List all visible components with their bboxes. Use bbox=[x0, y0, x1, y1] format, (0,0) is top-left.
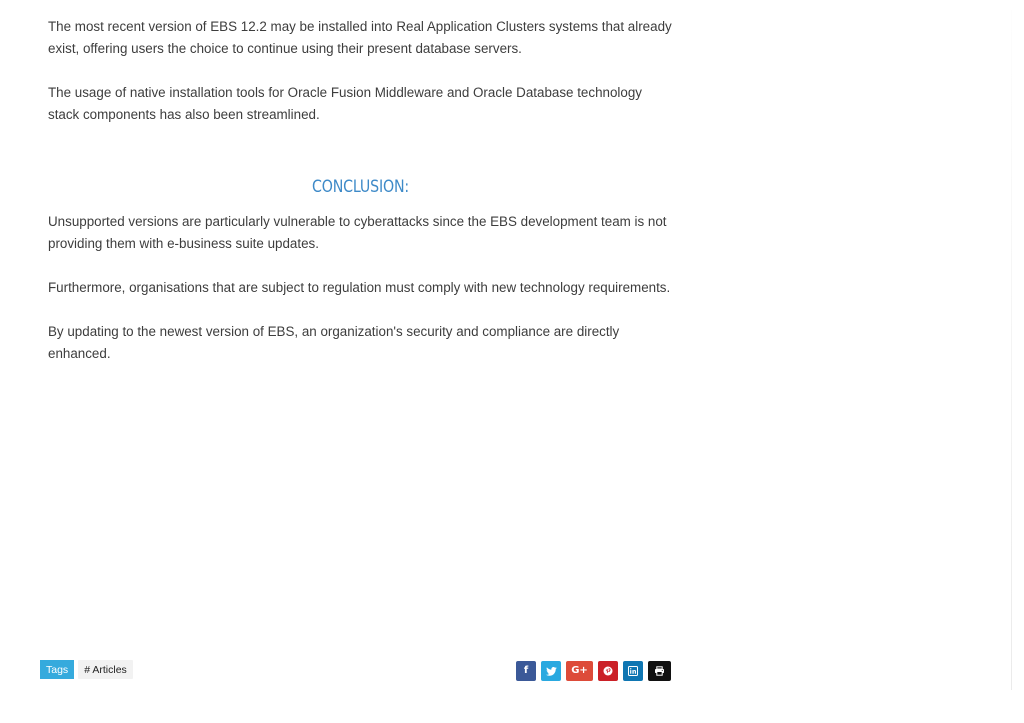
article-paragraph: Unsupported versions are particularly vulnerable to cyberattacks since the EBS development team is not providing them with e-business suite updates. bbox=[48, 214, 667, 251]
article-paragraph: By updating to the newest version of EBS, an organization's security and compliance are directly enhanced. bbox=[48, 324, 620, 361]
facebook-icon: f bbox=[523, 665, 529, 676]
pinterest-share-button[interactable] bbox=[598, 661, 618, 681]
article-paragraph: Furthermore, organisations that are subject to regulation must comply with new technology requirements. bbox=[48, 280, 671, 295]
tags-label: Tags bbox=[40, 660, 74, 679]
linkedin-share-button[interactable] bbox=[623, 661, 643, 681]
google-plus-icon: G+ bbox=[571, 665, 588, 676]
print-button[interactable] bbox=[648, 661, 671, 681]
print-icon bbox=[654, 666, 665, 676]
pinterest-icon bbox=[603, 666, 613, 676]
article-content bbox=[48, 15, 673, 365]
twitter-share-button[interactable] bbox=[541, 661, 561, 681]
linkedin-icon bbox=[628, 666, 638, 676]
article-paragraph: The most recent version of EBS 12.2 may be installed into Real Application Clusters systems that already exist, offering users the choice to continue using their present database servers. bbox=[48, 19, 672, 56]
tags-bar bbox=[40, 660, 133, 679]
google-plus-share-button[interactable] bbox=[566, 661, 593, 681]
article-paragraph: The usage of native installation tools for Oracle Fusion Middleware and Oracle Database technology stack components has also been streamlined. bbox=[48, 85, 642, 122]
share-buttons bbox=[516, 661, 671, 681]
right-divider bbox=[1011, 10, 1012, 690]
facebook-share-button[interactable] bbox=[516, 661, 536, 681]
section-heading: CONCLUSION: bbox=[311, 177, 410, 196]
tag-link-articles[interactable]: # Articles bbox=[78, 660, 133, 679]
twitter-icon bbox=[546, 667, 557, 676]
